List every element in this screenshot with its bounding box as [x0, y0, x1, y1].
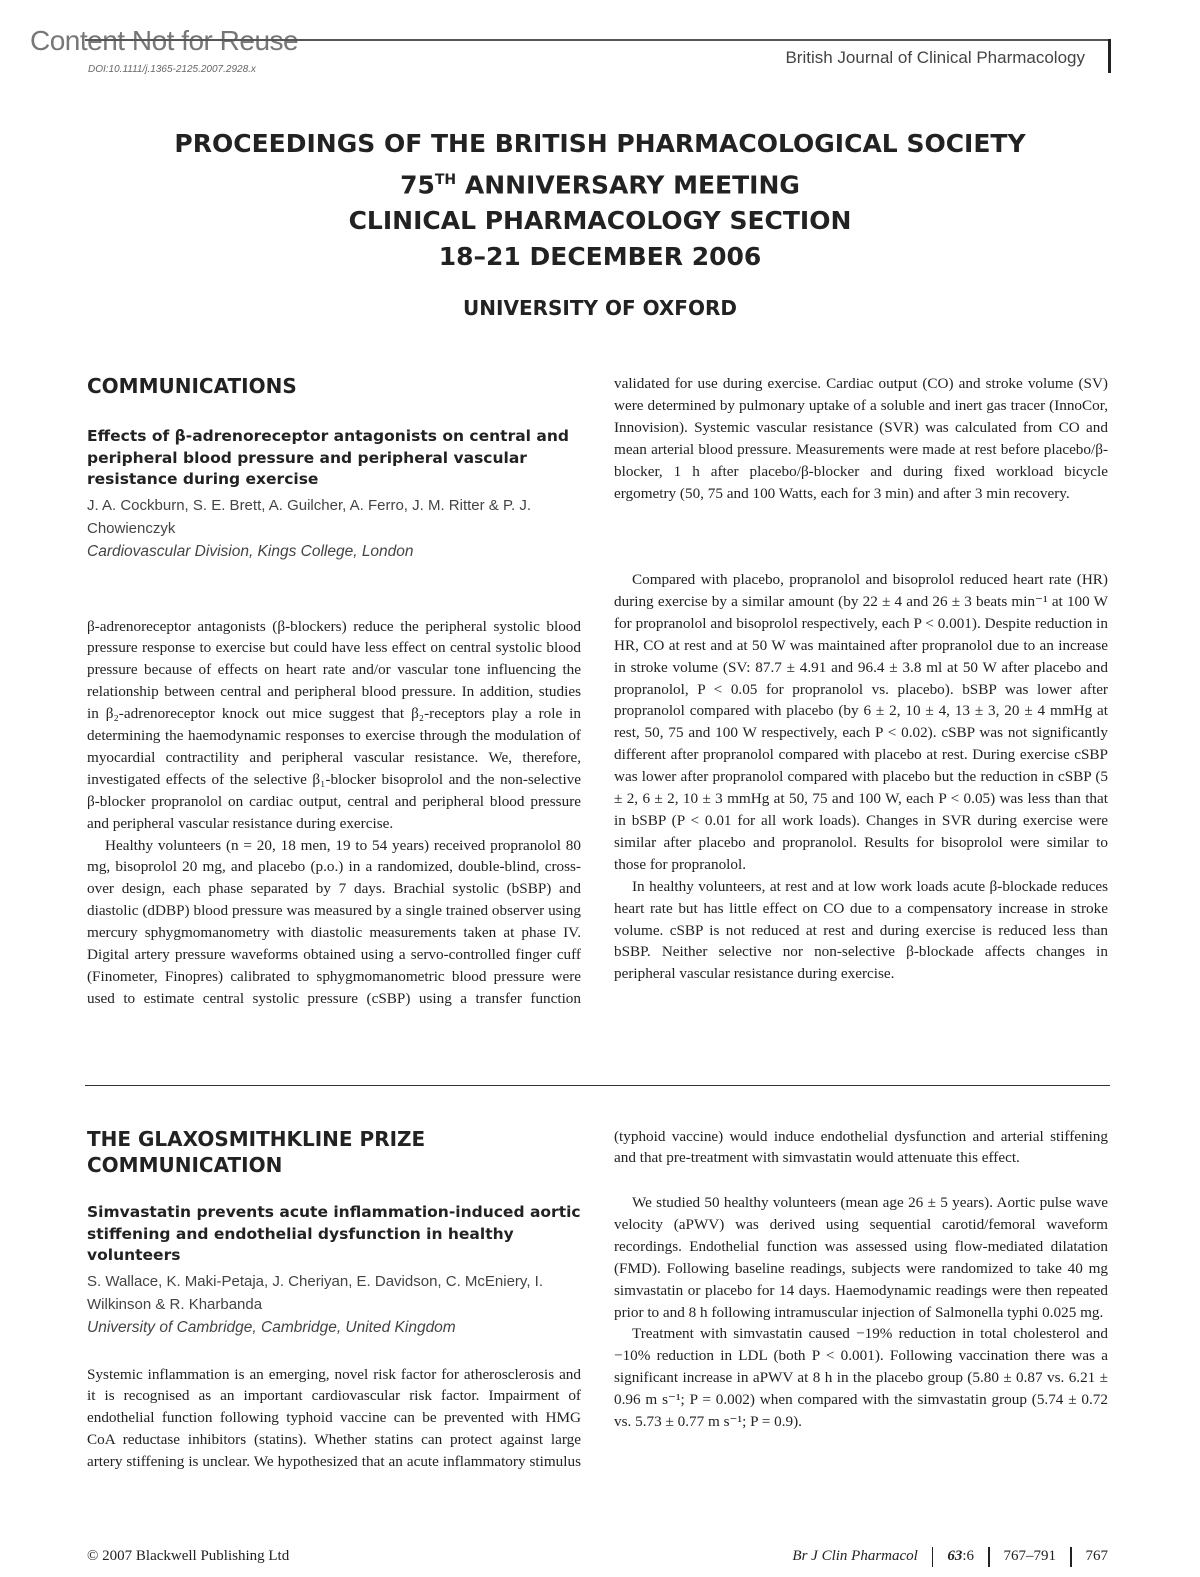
issue: :6: [962, 1548, 974, 1564]
title-line3: CLINICAL PHARMACOLOGY SECTION: [348, 206, 852, 236]
paragraph: Treatment with simvastatin caused −19% reduction in total cholesterol and −10% reduction in LDL (both P < 0.001). Following vaccination there was a significant increase in aPWV at 8 h in the placebo group (5.80 ± 0.87 vs. 6.21 ± 0.96 m s⁻¹; P = 0.002) when compared with the simvastatin group (5.74 ± 0.72 vs. 5.73 ± 0.77 m s⁻¹; P = 0.9).: [614, 1325, 1108, 1431]
copyright: © 2007 Blackwell Publishing Ltd: [87, 1548, 290, 1564]
volume: 63: [947, 1548, 963, 1564]
article1-right: [614, 372, 1108, 985]
section-heading: THE GLAXOSMITHKLINE PRIZE COMMUNICATION: [87, 1127, 426, 1177]
article2-right: [614, 1126, 1108, 1433]
title-num: 75: [400, 170, 435, 200]
journal-abbr: Br J Clin Pharmacol: [792, 1548, 918, 1564]
title-line2: [0, 162, 1200, 203]
section-divider: [85, 1085, 1110, 1086]
section-heading: COMMUNICATIONS: [87, 374, 297, 398]
header-rule: [85, 39, 1111, 41]
paragraph-continued: (typhoid vaccine) would induce endothelial dysfunction and arterial stiffening and that pre-treatment with simvastatin would attenuate this effect.: [614, 1127, 1108, 1167]
header-bar: [1108, 39, 1111, 73]
university: UNIVERSITY OF OXFORD: [463, 296, 737, 320]
title-line1: PROCEEDINGS OF THE BRITISH PHARMACOLOGICAL SOCIETY: [174, 129, 1026, 158]
page-range: 767–791: [1003, 1548, 1056, 1564]
paragraph-continued: validated for use during exercise. Cardiac output (CO) and stroke volume (SV) were determined by pulmonary uptake of a soluble and inert gas tracer (InnoCor, Innovision). Systemic vascular resistance (SVR) was calculated from CO and mean arterial blood pressure. Measurements were made at rest before placebo/β-blocker, 1 h after placebo/β-blocker and during fixed workload bicycle ergometry (50, 75 and 100 Watts, each for 3 min) and after 3 min recovery.: [614, 375, 1108, 502]
paragraph: Systemic inflammation is an emerging, novel risk factor for atherosclerosis and it is recognised as an important cardiovascular risk factor. Impairment of endothelial function following typhoid vaccine can be prevented with HMG CoA reductase inhibitors (statins). Whether statins can protect against large artery stiffening is unclear. We hypothesized that an acute inflammatory stimulus: [87, 1365, 581, 1471]
separator: [1070, 1547, 1072, 1567]
page-number: 767: [1085, 1548, 1108, 1564]
paragraph: We studied 50 healthy volunteers (mean age 26 ± 5 years). Aortic pulse wave velocity (aPWV) was derived using sequential carotid/femoral waveform recordings. Endothelial function was assessed using flow-mediated dilatation (FMD). Following baseline readings, subjects were randomized to take 40 mg simvastatin or placebo for 14 days. Haemodynamic readings were then repeated prior to and 8 h following intramuscular injection of Salmonella typhi 0.025 mg.: [614, 1194, 1108, 1321]
article-title: Effects of β-adrenoreceptor antagonists on central and peripheral blood pressure and peripheral vascular resistance during exercise: [87, 427, 569, 488]
affiliation: University of Cambridge, Cambridge, United Kingdom: [87, 1318, 456, 1336]
article2-left: [87, 1126, 581, 1474]
footer-citation: [792, 1546, 1108, 1567]
title-line4: 18–21 DECEMBER 2006: [438, 242, 762, 272]
article-title: Simvastatin prevents acute inflammation-induced aortic stiffening and endothelial dysfunction in healthy volunteers: [87, 1203, 581, 1264]
watermark: Content Not for Reuse: [30, 25, 299, 56]
title-sup: TH: [434, 172, 457, 188]
separator: [932, 1547, 934, 1567]
doi: DOI:10.1111/j.1365-2125.2007.2928.x: [88, 64, 256, 75]
authors: J. A. Cockburn, S. E. Brett, A. Guilcher, A. Ferro, J. M. Ritter & P. J. Chowienczyk: [87, 496, 532, 537]
paragraph: Healthy volunteers (n = 20, 18 men, 19 to 54 years) received propranolol 80 mg, bisoprolol 20 mg, and placebo (p.o.) in a randomized, double-blind, cross-over design, each phase separated by 7 days. Brachial systolic (bSBP) and diastolic (dDBP) blood pressure was measured by a single trained observer using mercury sphygmomanometry with diastolic measurements taken at phase IV. Digital artery pressure waveforms obtained using a servo-controlled finger cuff (Finometer, Finopres) calibrated to sphygmomanometric blood pressure were used to estimate central systolic pressure (cSBP) using a transfer function: [87, 836, 581, 1007]
paragraph: β-adrenoreceptor antagonists (β-blockers) reduce the peripheral systolic blood pressure response to exercise but could have less effect on central systolic blood pressure because of effects on heart rate and/or vascular tone influencing the relationship between central and peripheral blood pressure. In addition, studies in β₂-adrenoreceptor knock out mice suggest that β₂-receptors play a role in determining the haemodynamic responses to exercise through the modulation of myocardial contractility and peripheral vascular resistance. We, therefore, investigated effects of the selective β₁-blocker bisoprolol and the non-selective β-blocker propranolol on cardiac output, central and peripheral blood pressure and peripheral vascular resistance during exercise.: [87, 617, 581, 832]
authors: S. Wallace, K. Maki-Petaja, J. Cheriyan, E. Davidson, C. McEniery, I. Wilkinson & R. Kharbanda: [87, 1272, 543, 1313]
journal-name: British Journal of Clinical Pharmacology: [785, 48, 1085, 67]
separator: [988, 1547, 990, 1567]
paragraph: In healthy volunteers, at rest and at low work loads acute β-blockade reduces heart rate but has little effect on CO due to a compensatory increase in stroke volume. cSBP is not reduced at rest and during exercise is reduced less than bSBP. Neither selective nor non-selective β-blockade affects changes in peripheral vascular resistance during exercise.: [614, 877, 1108, 983]
proceedings-title: [0, 126, 1200, 275]
paragraph: Compared with placebo, propranolol and bisoprolol reduced heart rate (HR) during exercise by a similar amount (by 22 ± 4 and 26 ± 3 beats min⁻¹ at 100 W for propranolol and bisoprolol respectively, each P < 0.001). Despite reduction in HR, CO at rest and at 50 W was maintained after propranolol due to an increase in stroke volume (SV: 87.7 ± 4.91 and 96.4 ± 3.8 ml at 50 W after placebo and propranolol, P < 0.05 for propranolol vs. placebo). bSBP was lower after propranolol compared with placebo (by 6 ± 2, 10 ± 4, 13 ± 3, 20 ± 4 mmHg at rest, 50, 75 and 100 W respectively, each P < 0.02). cSBP was not significantly different after propranolol compared with placebo at rest. During exercise cSBP was lower after propranolol compared with placebo but the reduction in cSBP (5 ± 2, 6 ± 2, 10 ± 3 mmHg at 50, 75 and 100 W, each P < 0.05) was less than that in bSBP (P < 0.01 for all work loads). Changes in SVR during exercise were similar after placebo and propranolol. Results for bisoprolol were similar to those for propranolol.: [614, 571, 1108, 873]
article1-left: [87, 373, 581, 1009]
affiliation: Cardiovascular Division, Kings College, London: [87, 542, 414, 560]
title-rest: ANNIVERSARY MEETING: [456, 170, 800, 200]
